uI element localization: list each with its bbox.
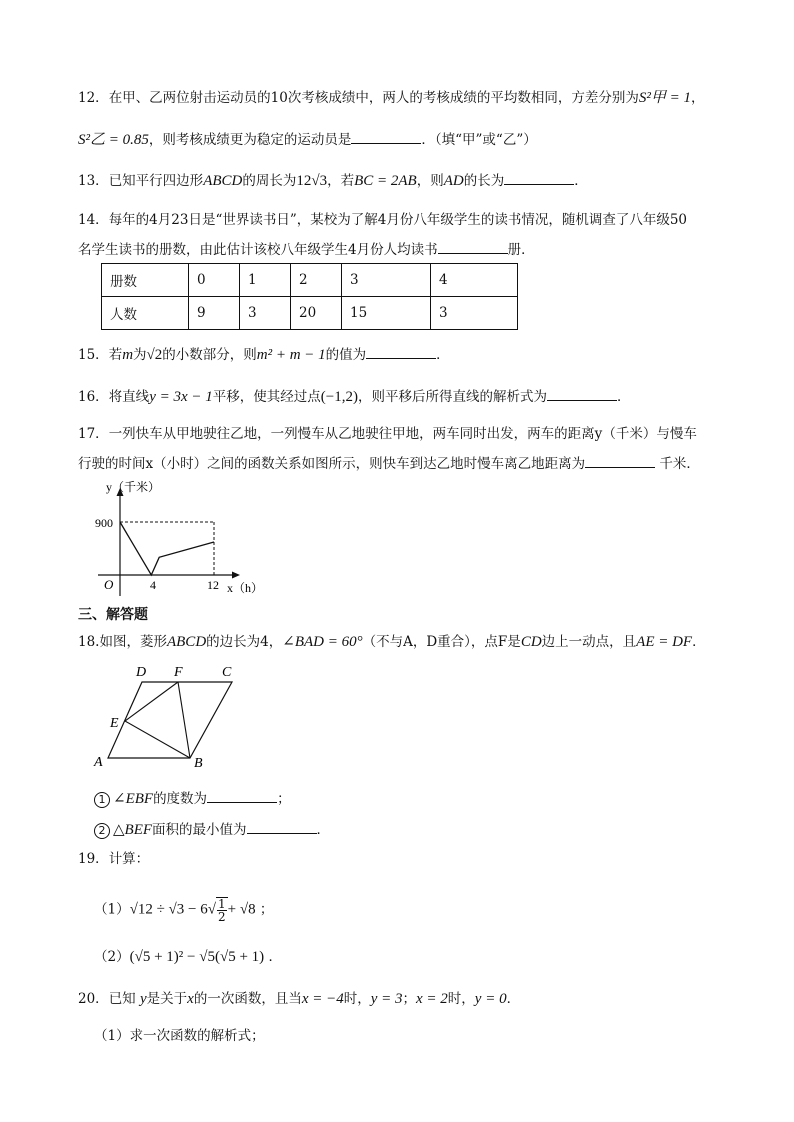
q13-end: ． [574, 173, 588, 189]
q17-text-1: 一列快车从甲地驶往乙地，一列慢车从乙地驶往甲地，两车同时出发，两车的距离y（千米）与慢车 [108, 426, 697, 442]
q20-end: ． [506, 991, 521, 1007]
q13-answer-blank[interactable] [504, 171, 574, 185]
q19-sub2-label: （2） [94, 949, 130, 965]
q14-line2 [78, 240, 535, 259]
label-b: B [194, 756, 203, 771]
fraction-numerator: 1 [218, 897, 226, 911]
q20-cond-2: x = 2 [416, 991, 448, 1007]
x-tick-label: 12 [207, 578, 219, 592]
q17-number: 17． [78, 426, 109, 442]
q16-line-eq: y = 3x − 1 [149, 389, 213, 405]
table-cell: 3 [342, 264, 431, 297]
q18-end: ． [692, 634, 706, 650]
q12-text-3: ．（填“甲”或“乙”） [421, 132, 537, 148]
q17-line1 [78, 425, 697, 443]
q16-text-2: 平移，使其经过点 [212, 389, 321, 405]
table-row [102, 297, 518, 330]
q20-line [78, 990, 520, 1008]
x-tick-label: 4 [150, 578, 156, 592]
q20-value-1: y = 3 [370, 991, 403, 1007]
label-e: E [110, 716, 119, 731]
q15-text-3: 的小数部分，则 [162, 347, 257, 363]
q16-end: ． [616, 389, 631, 405]
q14-table [101, 263, 518, 330]
q13-text-1: 已知平行四边形 [108, 173, 204, 189]
segment-fb [178, 682, 190, 758]
q17-line2 [78, 454, 700, 473]
q15-sqrt2: √2 [146, 347, 163, 363]
q15-text-2: 为 [133, 347, 147, 363]
circled-number-2: 2 [94, 823, 110, 839]
q14-text-2: 名学生读书的册数，由此估计该校八年级学生4月份人均读书 [78, 242, 438, 258]
q20-y: y [139, 991, 147, 1007]
q20-text-1: 已知 [108, 991, 136, 1007]
q18-sub2 [94, 820, 330, 839]
q12-line2 [78, 130, 537, 149]
q19-title-line [78, 850, 149, 868]
q14-number: 14． [78, 212, 109, 228]
q19-sub1: （1）√12 ÷ √3 − 6√ $\frac{1}{2}$ + √8 ； [94, 897, 274, 924]
q13-text-3: ，若 [327, 173, 355, 189]
q13-text-2: 的周长为 [242, 173, 297, 189]
q18-text-3: （不与A，D重合），点F是 [362, 634, 521, 650]
q12-variance-jia: S²甲 = 1 [638, 90, 691, 106]
q17-answer-blank[interactable] [585, 454, 655, 468]
table-cell: 0 [189, 264, 240, 297]
q20-number: 20． [78, 991, 109, 1007]
q12-variance-yi: S²乙 = 0.85 [78, 132, 149, 148]
q20-sep: ； [402, 991, 417, 1007]
q19-number: 19． [78, 851, 109, 867]
q14-answer-blank[interactable] [438, 240, 508, 254]
x-axis-label: x（h） [227, 581, 264, 595]
q19-title: 计算： [108, 851, 150, 867]
y-tick-label: 900 [95, 516, 113, 530]
q12-number: 12． [78, 90, 109, 106]
table-cell: 20 [291, 297, 342, 330]
q20-cond-1: x = −4 [301, 991, 344, 1007]
q19-sub2-end: ． [268, 949, 282, 965]
x-axis-arrow [232, 572, 240, 579]
q19-sub1-expr-a: √12 ÷ √3 − 6 [129, 901, 208, 918]
q15-m: m [122, 347, 134, 363]
q19-sub1-expr-b: + √8 [227, 901, 256, 918]
q20-text-3: 的一次函数，且当 [193, 991, 302, 1007]
q13-ad: AD [443, 173, 464, 189]
q16-text-3: ，则平移后所得直线的解析式为 [357, 389, 547, 405]
table-cell: 1 [240, 264, 291, 297]
q14-line1 [78, 211, 687, 229]
q18-text-2: 的边长为4， [206, 634, 283, 650]
q17-text-2: 行驶的时间x（小时）之间的函数关系如图所示，则快车到达乙地时慢车离乙地距离为 [78, 456, 586, 472]
q20-x: x [187, 991, 194, 1007]
q18-text-4: 边上一动点，且 [541, 634, 637, 650]
q16-text-1: 将直线 [108, 389, 150, 405]
q16-point: (−1,2) [320, 389, 358, 405]
q13-number: 13． [78, 173, 109, 189]
table-cell: 15 [342, 297, 431, 330]
q20-value-2: y = 0 [474, 991, 507, 1007]
q18-rhombus-diagram [90, 660, 250, 772]
q19-sub1-label: （1） [94, 901, 130, 918]
table-cell: 4 [431, 264, 518, 297]
q12-text-1: 在甲、乙两位射击运动员的10次考核成绩中，两人的考核成绩的平均数相同，方差分别为 [108, 90, 639, 106]
q13-text-4: ，则 [416, 173, 444, 189]
q16-answer-blank[interactable] [547, 387, 617, 401]
table-cell: 3 [431, 297, 518, 330]
q12-text-2: ，则考核成绩更为稳定的运动员是 [148, 132, 352, 148]
table-cell: 9 [189, 297, 240, 330]
q12-comma: ， [691, 90, 705, 106]
label-a: A [94, 755, 103, 770]
q16-line [78, 387, 630, 406]
q13-line [78, 171, 588, 190]
q13-perimeter: 12√3 [296, 173, 328, 189]
table-row [102, 264, 518, 297]
y-axis-label: y（千米） [106, 480, 161, 494]
q13-abcd: ABCD [203, 173, 243, 189]
q18-sub1-answer-blank[interactable] [207, 789, 277, 803]
q19-sub1-end: ； [259, 901, 274, 918]
label-d: D [136, 665, 147, 680]
q20-sub1: （1）求一次函数的解析式； [94, 1028, 265, 1044]
q18-cd: CD [520, 634, 542, 650]
q15-line [78, 345, 450, 364]
label-f: F [174, 665, 183, 680]
origin-label: O [104, 577, 114, 592]
table-cell: 册数 [102, 264, 189, 297]
q18-angle: ∠BAD = 60° [282, 634, 363, 650]
q19-sub2-expr: (√5 + 1)² − √5(√5 + 1) [129, 949, 265, 965]
q18-sub1-text: 的度数为 [153, 791, 208, 807]
q13-condition: BC = 2AB [354, 173, 417, 189]
series-line [120, 522, 214, 575]
q19-sub2 [94, 948, 282, 966]
q17-graph [88, 478, 278, 600]
q18-sub2-end: ． [316, 822, 331, 838]
q20-text-4: 时， [343, 991, 371, 1007]
q18-sub1-end: ； [277, 791, 291, 807]
q18-condition: AE = DF [636, 634, 693, 650]
q14-text-1: 每年的4月23日是“世界读书日”，某校为了解4月份八年级学生的读书情况，随机调查了八年级50 [108, 212, 688, 228]
q15-text-1: 若 [108, 347, 123, 363]
q18-triangle-bef: △BEF [113, 822, 153, 838]
q18-abcd: ABCD [166, 634, 207, 650]
q13-text-5: 的长为 [463, 173, 505, 189]
q18-angle-ebf: ∠EBF [113, 791, 154, 807]
q18-line [78, 633, 706, 651]
q18-sub2-answer-blank[interactable] [247, 820, 317, 834]
q15-end: ． [436, 347, 450, 363]
q17-text-end: 千米． [659, 456, 700, 472]
label-c: C [222, 665, 232, 680]
q19-sub1-fraction [216, 897, 228, 923]
segment-eb [125, 721, 190, 758]
table-cell: 2 [291, 264, 342, 297]
table-cell: 3 [240, 297, 291, 330]
circled-number-1: 1 [94, 792, 110, 808]
q12-line1 [78, 89, 705, 107]
table-cell: 人数 [102, 297, 189, 330]
q14-text-end: 册． [507, 242, 535, 258]
q18-number: 18. [78, 634, 100, 650]
fraction-denominator: 2 [218, 910, 226, 924]
q18-sub2-text: 面积的最小值为 [152, 822, 247, 838]
q15-answer-blank[interactable] [366, 345, 436, 359]
q16-number: 16． [78, 389, 109, 405]
q20-text-5: 时， [447, 991, 475, 1007]
q18-sub1 [94, 789, 291, 808]
q15-text-4: 的值为 [325, 347, 367, 363]
q20-text-2: 是关于 [146, 991, 188, 1007]
q12-answer-blank[interactable] [351, 130, 421, 144]
section-title: 三、解答题 [78, 607, 148, 623]
q15-number: 15． [78, 347, 109, 363]
q15-expression: m² + m − 1 [256, 347, 326, 363]
q18-text-1: 如图，菱形 [99, 634, 167, 650]
